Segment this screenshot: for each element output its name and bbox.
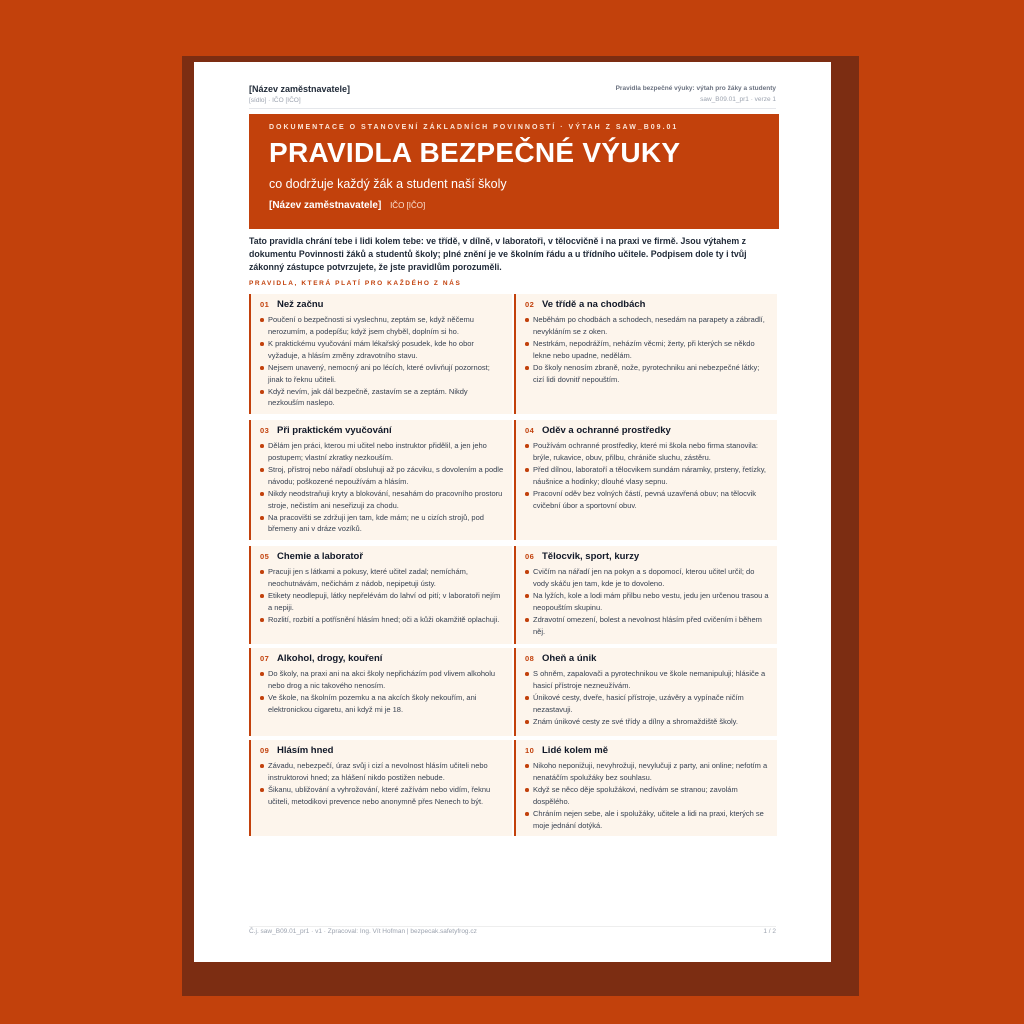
rule-item: Rozlití, rozbití a potřísnění hlásím hned; oči a kůži okamžitě oplachuji.: [260, 614, 504, 626]
rule-card: [514, 420, 777, 540]
footer-divider: [249, 926, 776, 927]
rule-item: Chráním nejen sebe, ale i spolužáky, učitele a lidi na praxi, kterých se moje jednání dotýká.: [525, 808, 769, 831]
rule-item: Do školy, na praxi ani na akci školy nepřicházím pod vlivem alkoholu nebo drog a nic takového nenosím.: [260, 668, 504, 691]
rule-title: Alkohol, drogy, kouření: [277, 653, 383, 664]
rule-title: Ve třídě a na chodbách: [542, 299, 646, 310]
rule-card-header: [260, 425, 504, 436]
doc-title: Pravidla bezpečné výuky: výtah pro žáky a studenty: [615, 85, 776, 92]
rule-title: Hlásím hned: [277, 745, 334, 756]
banner-ico: IČO [IČO]: [390, 201, 426, 210]
rule-card: [249, 294, 512, 414]
rule-number: 02: [525, 300, 535, 309]
rule-card-header: [260, 299, 504, 310]
rule-item: Stroj, přístroj nebo nářadí obsluhuji až po zácviku, s dovolením a podle návodu; poškozené nepoužívám a hlásím.: [260, 464, 504, 487]
rule-number: 01: [260, 300, 270, 309]
banner-employer-name: [Název zaměstnavatele]: [269, 200, 382, 211]
rule-list: [525, 566, 769, 637]
rule-item: Dělám jen práci, kterou mi učitel nebo instruktor přidělil, a jen jeho postupem; vlastní zkratky nezkouším.: [260, 440, 504, 463]
rule-card: [249, 420, 512, 540]
rule-item: Neběhám po chodbách a schodech, nesedám na parapety a zábradlí, nevykláním se z oken.: [525, 314, 769, 337]
header-divider: [249, 108, 776, 109]
rule-item: Používám ochranné prostředky, které mi škola nebo firma stanovila: brýle, rukavice, obuv, přilbu, chrániče sluchu, zástěru.: [525, 440, 769, 463]
rule-title: Oděv a ochranné prostředky: [542, 425, 671, 436]
rule-card-header: [525, 299, 769, 310]
header-doc: [616, 85, 776, 103]
rule-item: Pracovní oděv bez volných částí, pevná uzavřená obuv; na tělocvik cvičební úbor a sportovní obuv.: [525, 488, 769, 511]
rule-card-header: [260, 551, 504, 562]
rule-list: [260, 314, 504, 409]
footer-info: Č.j. saw_B09.01_pr1 · v1 · Zpracoval: Ing. Vít Hofman | bezpecak.safetyfrog.cz: [249, 928, 477, 935]
rule-title: Chemie a laboratoř: [277, 551, 364, 562]
banner-kicker: DOKUMENTACE O STANOVENÍ ZÁKLADNÍCH POVINNOSTÍ · VÝTAH Z SAW_B09.01: [269, 124, 679, 131]
page-subtitle: co dodržuje každý žák a student naší školy: [269, 177, 507, 191]
rule-card: [514, 294, 777, 414]
banner-employer: [269, 200, 759, 211]
doc-code: saw_B09.01_pr1 · verze 1: [700, 96, 776, 103]
rule-card-header: [525, 745, 769, 756]
rule-item: Zdravotní omezení, bolest a nevolnost hlásím před cvičením i během něj.: [525, 614, 769, 637]
document-page: [194, 62, 831, 962]
rule-card-header: [260, 745, 504, 756]
rule-list: [525, 668, 769, 728]
rule-title: Tělocvik, sport, kurzy: [542, 551, 640, 562]
rule-card: [514, 546, 777, 644]
employer-sub: [sídlo] · IČO [IČO]: [249, 97, 301, 104]
rule-card-header: [525, 653, 769, 664]
rule-item: Nejsem unavený, nemocný ani po lécích, které ovlivňují pozornost; jinak to řeknu učiteli.: [260, 362, 504, 385]
rule-number: 06: [525, 552, 535, 561]
rule-list: [525, 760, 769, 831]
intro-text: Tato pravidla chrání tebe i lidi kolem tebe: ve třídě, v dílně, v laboratoři, v tělocvičně i na praxi ve firmě. Jsou výtahem z dokumentu Povinnosti žáků a studentů školy; plné znění je ve školním řádu a u třídního učitele. Podpisem dole ty i tvůj zákonný zástupce potvrzujete, že jste pravidlům porozuměli.: [249, 236, 747, 272]
rule-list: [260, 440, 504, 535]
rule-list: [260, 566, 504, 626]
rule-item: Když nevím, jak dál bezpečně, zastavím se a zeptám. Nikdy nezkouším naslepo.: [260, 386, 504, 409]
rule-item: Do školy nenosím zbraně, nože, pyrotechniku ani nebezpečné látky; cizí lidi dovnitř nepouštím.: [525, 362, 769, 385]
rule-item: K praktickému vyučování mám lékařský posudek, kde ho obor vyžaduje, a hlásím změny zdravotního stavu.: [260, 338, 504, 361]
rule-title: Než začnu: [277, 299, 324, 310]
rule-item: Cvičím na nářadí jen na pokyn a s dopomocí, kterou učitel určil; do vody skáču jen tam, kde je to dovoleno.: [525, 566, 769, 589]
rule-item: Znám únikové cesty ze své třídy a dílny a shromaždiště školy.: [525, 716, 769, 728]
rule-number: 08: [525, 654, 535, 663]
rule-item: S ohněm, zapalovači a pyrotechnikou ve škole nemanipuluji; hlásiče a hasicí přístroje nezneužívám.: [525, 668, 769, 691]
rule-number: 05: [260, 552, 270, 561]
rule-list: [260, 668, 504, 715]
rule-title: Při praktickém vyučování: [277, 425, 392, 436]
rule-number: 10: [525, 746, 535, 755]
rule-number: 03: [260, 426, 270, 435]
rule-item: Na lyžích, kole a lodi mám přilbu nebo vestu, jedu jen určenou trasou a neopouštím skupinu.: [525, 590, 769, 613]
rule-item: Pracuji jen s látkami a pokusy, které učitel zadal; nemíchám, neochutnávám, nečichám z nádob, nepipetuji ústy.: [260, 566, 504, 589]
rule-item: Před dílnou, laboratoří a tělocvikem sundám náramky, prsteny, řetízky, náušnice a hodinky; dlouhé vlasy sepnu.: [525, 464, 769, 487]
rule-list: [525, 314, 769, 385]
rule-item: Únikové cesty, dveře, hasicí přístroje, uzávěry a vypínače ničím nezastavuji.: [525, 692, 769, 715]
rule-card-header: [525, 425, 769, 436]
rule-title: Lidé kolem mě: [542, 745, 608, 756]
rule-title: Oheň a únik: [542, 653, 597, 664]
employer-name: [Název zaměstnavatele]: [249, 84, 351, 94]
rule-card: [514, 648, 777, 736]
rule-number: 07: [260, 654, 270, 663]
rule-item: Nestrkám, nepodrážím, neházím věcmi; žerty, při kterých se někdo lekne nebo upadne, nedělám.: [525, 338, 769, 361]
rule-card: [249, 740, 512, 836]
page-title: PRAVIDLA BEZPEČNÉ VÝUKY: [269, 137, 681, 168]
rule-item: Na pracovišti se zdržuji jen tam, kde mám; ne u cizích strojů, pod břemeny ani v dráze vozíků.: [260, 512, 504, 535]
title-banner: [249, 114, 779, 229]
rule-card: [249, 546, 512, 644]
rule-card-header: [525, 551, 769, 562]
rule-number: 04: [525, 426, 535, 435]
rule-item: Poučení o bezpečnosti si vyslechnu, zeptám se, když něčemu nerozumím, a podepíšu; když jsem chyběl, doplním si ho.: [260, 314, 504, 337]
rule-item: Šikanu, ubližování a vyhrožování, které zažívám nebo vidím, řeknu učiteli, metodikovi prevence nebo anonymně přes Nenech to být.: [260, 784, 504, 807]
rule-item: Etikety neodlepuji, látky nepřelévám do lahví od pití; v laboratoři nejím a nepiji.: [260, 590, 504, 613]
rule-item: Nikoho neponižuji, nevyhrožuji, nevylučuji z party, ani online; nefotím a nenatáčím spolužáky bez souhlasu.: [525, 760, 769, 783]
header-employer: [249, 84, 350, 104]
rule-list: [525, 440, 769, 511]
rule-list: [260, 760, 504, 807]
rule-card: [514, 740, 777, 836]
rule-item: Závadu, nebezpečí, úraz svůj i cizí a nevolnost hlásím učiteli nebo instruktorovi hned; za hlášení nikdo postižen nebude.: [260, 760, 504, 783]
rule-item: Ve škole, na školním pozemku a na akcích školy nekouřím, ani elektronickou cigaretu, ani když mi je 18.: [260, 692, 504, 715]
rule-number: 09: [260, 746, 270, 755]
rule-item: Když se něco děje spolužákovi, nedívám se stranou; zavolám dospělého.: [525, 784, 769, 807]
rule-card-header: [260, 653, 504, 664]
rule-card: [249, 648, 512, 736]
rule-item: Nikdy neodstraňuji kryty a blokování, nesahám do pracovního prostoru stroje, nečistím ani neseřizuji za chodu.: [260, 488, 504, 511]
section-label: PRAVIDLA, KTERÁ PLATÍ PRO KAŽDÉHO Z NÁS: [249, 280, 462, 287]
page-number: 1 / 2: [763, 928, 776, 935]
